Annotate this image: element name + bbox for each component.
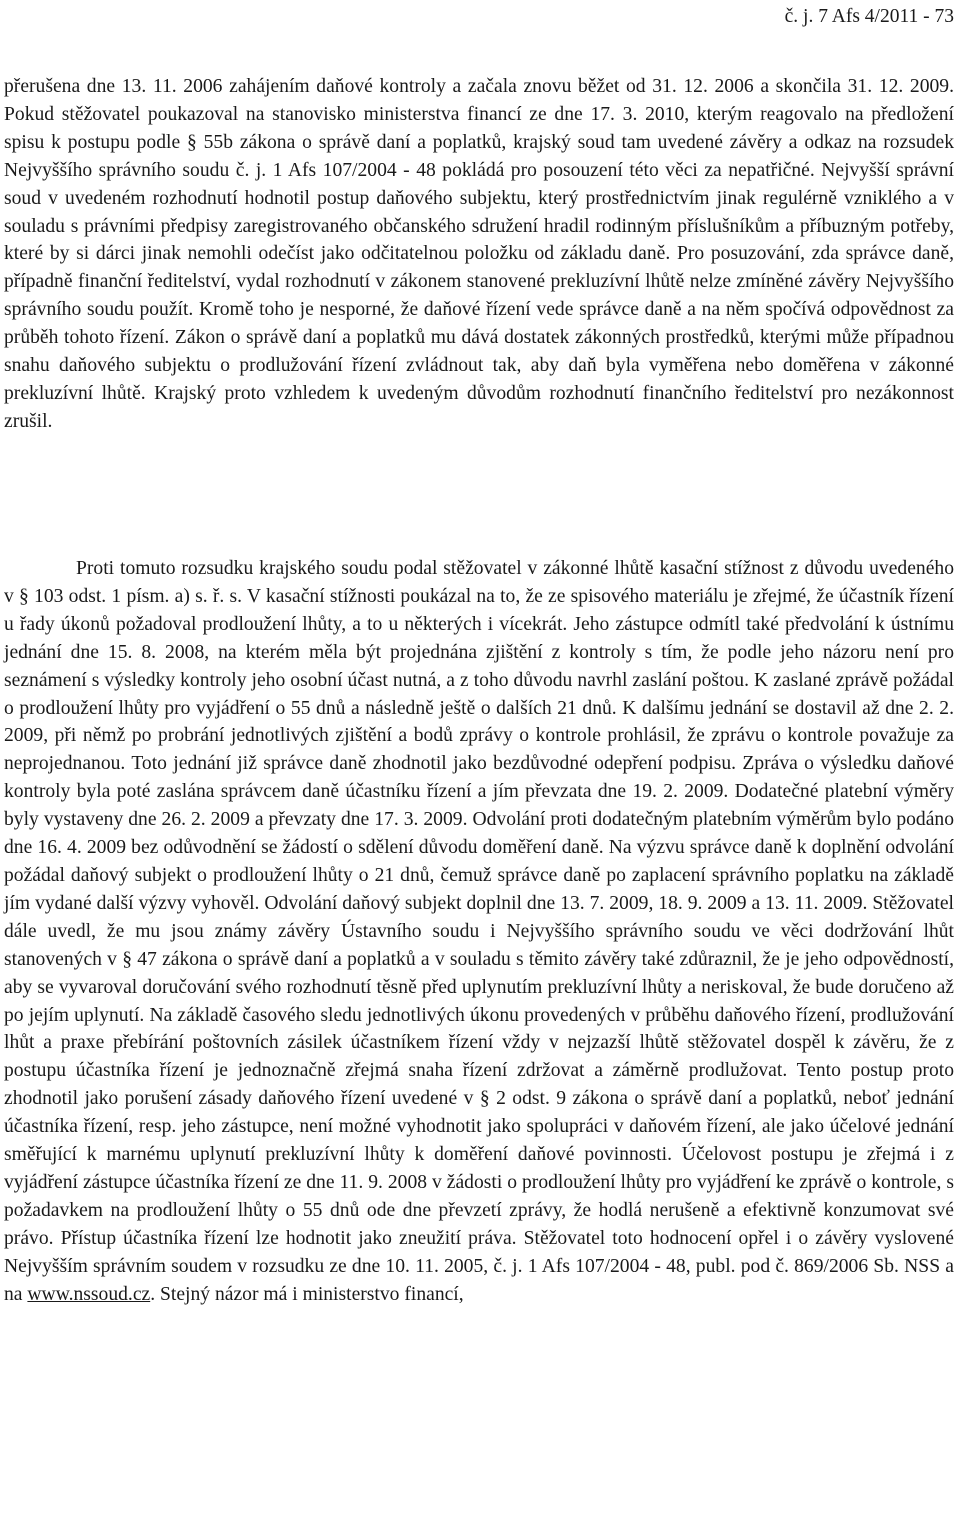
paragraph-1: přerušena dne 13. 11. 2006 zahájením daňové kontroly a začala znovu běžet od 31. 12. 2006 a skončila 31. 12. 2009. Pokud stěžovatel poukazoval na stanovisko ministerstva financí ze dne 17. 3. 2010, kterým reagovalo na předložení spisu k postupu podle § 55b zákona o správě daní a poplatků, krajský soud tam uvedené závěry a odkaz na rozsudek Nejvyššího správního soudu č. j. 1 Afs 107/2004 - 48 pokládá pro posouzení této věci za nepatřičné. Nejvyšší správní soud v uvedeném rozhodnutí hodnotil postup daňového subjektu, který prostřednictvím jinak regulérně vzniklého a v souladu s právními předpisy zaregistrovaného občanského sdružení hradil rodinným příslušníkům a příbuzným potřeby, které by si dárci jinak nemohli odečíst jako odčitatelnou položku od základu daně. Pro posuzování, zda správce daně, případně finanční ředitelství, vydal rozhodnutí v zákonem stanovené prekluzívní lhůtě nelze zmíněné závěry Nejvyššího správního soudu použít. Kromě toho je nesporné, že daňové řízení vede správce daně a na něm spočívá odpovědnost za průběh tohoto řízení. Zákon o správě daní a poplatků mu dává dostatek zákonných prostředků, kterými může případnou snahu daňového subjektu o prodlužování řízení zvládnout tak, aby daň byla vyměřena nebo doměřena v zákonné prekluzívní lhůtě. Krajský proto vzhledem k uvedeným důvodům rozhodnutí finančního ředitelství pro nezákonnost zrušil.: [4, 76, 954, 432]
case-reference-header: č. j. 7 Afs 4/2011 - 73: [784, 6, 954, 27]
paragraph-2-text-before-link: Proti tomuto rozsudku krajského soudu podal stěžovatel v zákonné lhůtě kasační stížnost z důvodu uvedeného v § 103 odst. 1 písm. a) s. ř. s. V kasační stížnosti poukázal na to, že ze spisového materiálu je zřejmé, že účastník řízení u řady úkonů požadoval prodloužení lhůty, a to u některých i vícekrát. Jeho zástupce odmítl také předvolání k ústnímu jednání dne 15. 8. 2008, na kterém měla být projednána zjištění z kontroly s tím, že podle jeho názoru není pro seznámení s výsledky kontroly jeho osobní účast nutná, a z toho důvodu navrhl zaslání poštou. K zaslané zprávě požádal o prodloužení lhůty pro vyjádření o 55 dnů a následně ještě o dalších 21 dnů. K dalšímu jednání se dostavil až dne 2. 2. 2009, při němž po probrání jednotlivých zjištění a bodů zprávy o kontrole prohlásil, že zprávu o kontrole považuje za neprojednanou. Toto jednání již správce daně zhodnotil jako bezdůvodné odepření podpisu. Zpráva o výsledku daňové kontroly byla poté zaslána správcem daně účastníku řízení a jím převzata dne 19. 2. 2009. Dodatečné platební výměry byly vystaveny dne 26. 2. 2009 a převzaty dne 17. 3. 2009. Odvolání proti dodatečným platebním výměrům bylo podáno dne 16. 4. 2009 bez odůvodnění se žádostí o sdělení důvodu doměření daně. Na výzvu správce daně k doplnění odvolání požádal daňový subjekt o prodloužení lhůty o 21 dnů, čemuž správce daně po zaplacení správního poplatku na základě jím vydané další výzvy vyhověl. Odvolání daňový subjekt doplnil dne 13. 7. 2009, 18. 9. 2009 a 13. 11. 2009. Stěžovatel dále uvedl, že mu jsou známy závěry Ústavního soudu i Nejvyššího správního soudu ve věci dodržování lhůt stanovených v § 47 zákona o správě daní a poplatků a v souladu s těmito závěry také zdůraznil, že je jeho odpovědností, aby se vyvaroval doručování svého rozhodnutí těsně před uplynutím prekluzívní lhůty a neriskoval, že bude doručeno až po jejím uplynutí. Na základě časového sledu jednotlivých úkonu provedených v průběhu daňového řízení, prodlužování lhůt a praxe přebírání poštovních zásilek účastníkem řízení vždy v nejzazší lhůtě stěžovatel dospěl k závěru, že z postupu účastníka řízení je jednoznačně zřejmá snaha řízení zdržovat a záměrně prodlužovat. Tento postup proto zhodnotil jako porušení zásady daňového řízení uvedené v § 2 odst. 9 zákona o správě daní a poplatků, neboť jednání účastníka řízení, resp. jeho zástupce, není možné vyhodnotit jako spolupráci v daňovém řízení, ale jako účelové jednání směřující k marnému uplynutí prekluzívní lhůty k doměření daňové povinnosti. Účelovost postupu je zřejmá i z vyjádření zástupce účastníka řízení ze dne 11. 9. 2008 v žádosti o prodloužení lhůty pro vyjádření ke zprávě o kontrole, s požadavkem na prodloužení lhůty o 55 dnů ode dne převzetí zprávy, že hodlá nerušeně a efektivně konzumovat své právo. Přístup účastníka řízení lze hodnotit jako zneužití práva. Stěžovatel toto hodnocení opřel i o závěry vyslovené Nejvyšším správním soudem v rozsudku ze dne 10. 11. 2005, č. j. 1 Afs 107/2004 - 48, publ. pod č. 869/2006 Sb. NSS a na: [4, 558, 954, 1305]
nssoud-website-link[interactable]: www.nssoud.cz: [27, 1283, 151, 1305]
paragraph-2-text-after-link: . Stejný názor má i ministerstvo financí,: [150, 1283, 464, 1305]
paragraph-2: [4, 555, 954, 1308]
